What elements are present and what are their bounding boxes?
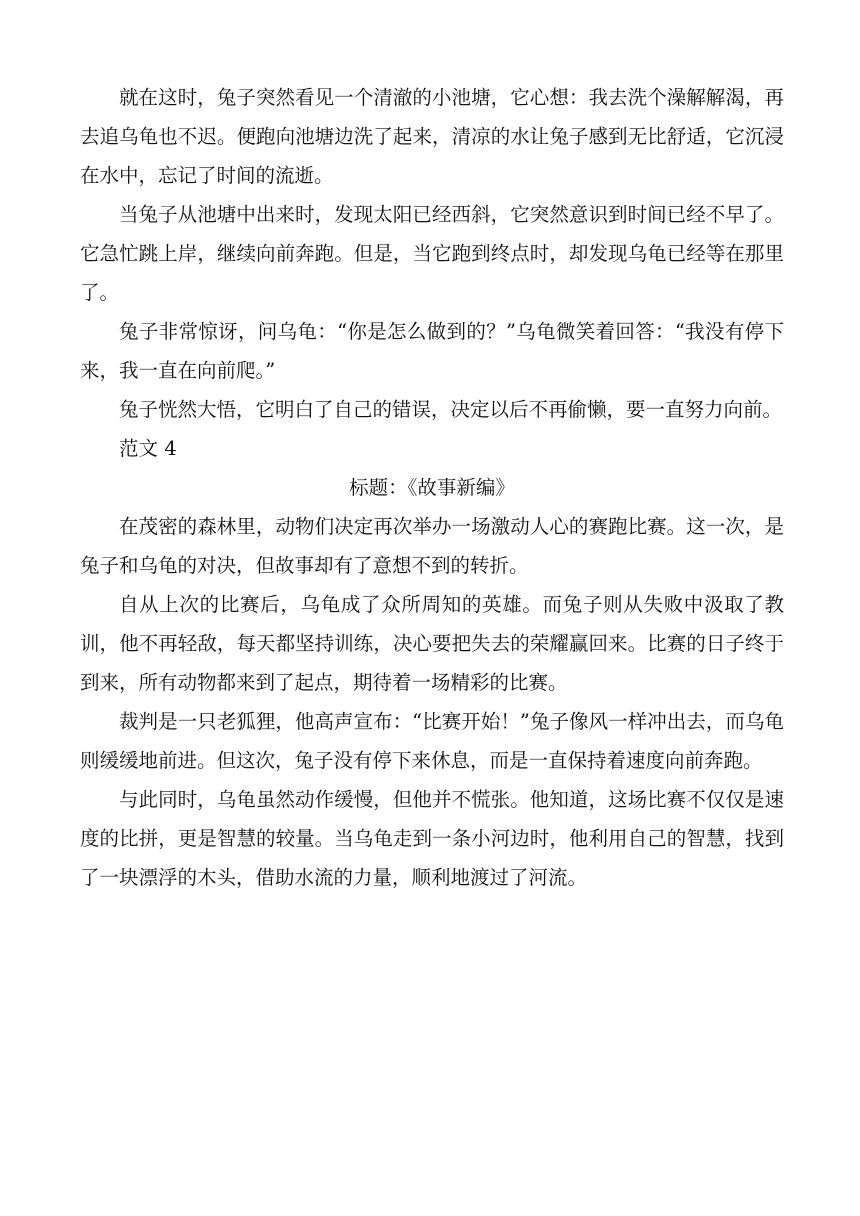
essay-title: 标题：《故事新编》 xyxy=(349,476,515,499)
paragraph-lesson: 兔子恍然大悟，它明白了自己的错误，决定以后不再偷懒，要一直努力向前。 xyxy=(119,398,783,421)
document-page xyxy=(80,78,784,897)
paragraph-race-start: 裁判是一只老狐狸，他高声宣布：“比赛开始！”兔子像风一样冲出去，而乌龟则缓缓地前进。但这次，兔子没有停下来休息，而是一直保持着速度向前奔跑。 xyxy=(80,710,784,772)
paragraph-training: 自从上次的比赛后，乌龟成了众所周知的英雄。而兔子则从失败中汲取了教训，他不再轻敌，每天都坚持训练，决心要把失去的荣耀赢回来。比赛的日子终于到来，所有动物都来到了起点，期待着一场精彩的比赛。 xyxy=(80,593,784,694)
paragraph-river-crossing: 与此同时，乌龟虽然动作缓慢，但他并不慌张。他知道，这场比赛不仅仅是速度的比拼，更是智慧的较量。当乌龟走到一条小河边时，他利用自己的智慧，找到了一块漂浮的木头，借助水流的力量，顺利地渡过了河流。 xyxy=(80,788,784,889)
section-label: 范文 4 xyxy=(119,437,177,460)
paragraph-finish-line: 当兔子从池塘中出来时，发现太阳已经西斜，它突然意识到时间已经不早了。它急忙跳上岸，继续向前奔跑。但是，当它跑到终点时，却发现乌龟已经等在那里了。 xyxy=(80,203,784,304)
paragraph-forest-race: 在茂密的森林里，动物们决定再次举办一场激动人心的赛跑比赛。这一次，是兔子和乌龟的对决，但故事却有了意想不到的转折。 xyxy=(80,515,784,577)
paragraph-dialogue: 兔子非常惊讶，问乌龟：“你是怎么做到的？”乌龟微笑着回答：“我没有停下来，我一直在向前爬。” xyxy=(80,320,784,382)
paragraph-pond: 就在这时，兔子突然看见一个清澈的小池塘，它心想：我去洗个澡解解渴，再去追乌龟也不迟。便跑向池塘边洗了起来，清凉的水让兔子感到无比舒适，它沉浸在水中，忘记了时间的流逝。 xyxy=(80,86,784,187)
